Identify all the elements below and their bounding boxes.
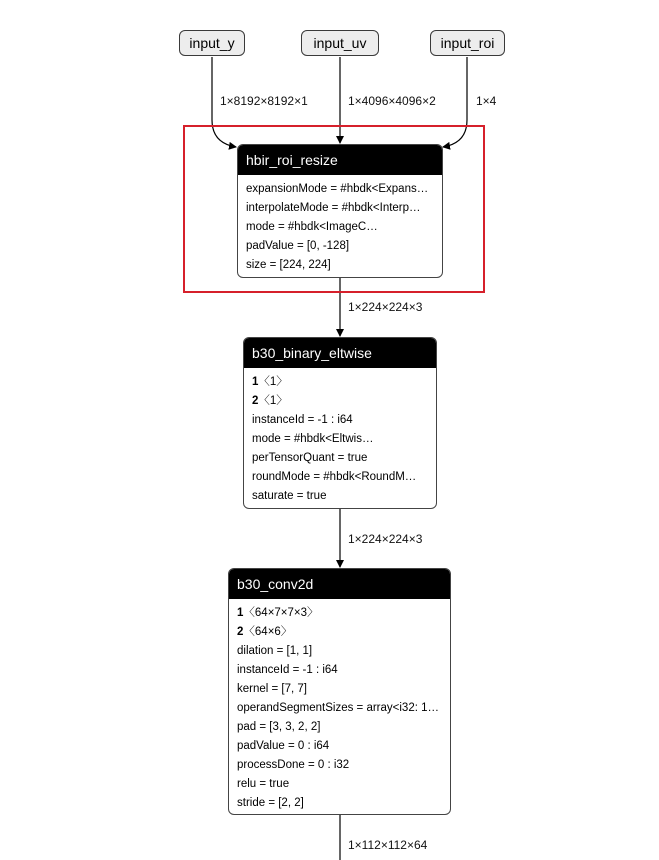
operand-shape: 〈1〉 — [258, 395, 288, 407]
node-attr: operandSegmentSizes = array<i32: 1… — [237, 702, 440, 714]
edge-label-conv-out: 1×112×112×64 — [348, 838, 428, 852]
input-node-uv[interactable] — [301, 30, 379, 56]
node-attr: dilation = [1, 1] — [237, 645, 313, 657]
input-node-roi[interactable] — [430, 30, 505, 56]
node-attr: saturate = true — [252, 490, 327, 502]
operand-index: 2 — [252, 395, 259, 407]
operand-index: 1 — [237, 607, 244, 619]
node-attr: stride = [2, 2] — [237, 797, 304, 809]
edge-label-input-y: 1×8192×8192×1 — [220, 94, 308, 108]
operand-shape: 〈1〉 — [258, 376, 288, 388]
node-operand — [252, 392, 428, 411]
node-attr: interpolateMode = #hbdk<Interp… — [246, 202, 421, 214]
node-operand — [252, 373, 428, 392]
node-operand — [237, 623, 442, 642]
node-attr: relu = true — [237, 778, 290, 790]
node-title: b30_binary_eltwise — [244, 338, 436, 368]
selection-highlight — [183, 125, 485, 293]
node-attr: padValue = [0, -128] — [246, 240, 350, 252]
node-b30-binary-eltwise[interactable] — [243, 337, 437, 509]
node-attr: size = [224, 224] — [246, 259, 331, 271]
node-attr: padValue = 0 : i64 — [237, 740, 330, 752]
input-node-label: input_uv — [313, 35, 367, 51]
node-attributes — [229, 599, 450, 813]
input-node-label: input_y — [189, 35, 235, 51]
node-title: b30_conv2d — [229, 569, 450, 599]
node-attr: mode = #hbdk<ImageC… — [246, 221, 378, 233]
node-title: hbir_roi_resize — [238, 145, 442, 175]
operand-index: 2 — [237, 626, 244, 638]
edge-label-input-roi: 1×4 — [476, 94, 497, 108]
node-b30-conv2d[interactable] — [228, 568, 451, 815]
node-attr: instanceId = -1 : i64 — [237, 664, 338, 676]
node-attr: instanceId = -1 : i64 — [252, 414, 353, 426]
node-attr: processDone = 0 : i32 — [237, 759, 350, 771]
edge-label-eltwise-out: 1×224×224×3 — [348, 532, 423, 546]
edge-label-roi-resize-out: 1×224×224×3 — [348, 300, 423, 314]
node-attr: perTensorQuant = true — [252, 452, 368, 464]
operand-shape: 〈64×7×7×3〉 — [243, 607, 319, 619]
node-attributes — [244, 368, 436, 506]
operand-index: 1 — [252, 376, 259, 388]
edge-label-input-uv: 1×4096×4096×2 — [348, 94, 436, 108]
node-attr: expansionMode = #hbdk<Expans… — [246, 183, 429, 195]
node-attr: pad = [3, 3, 2, 2] — [237, 721, 321, 733]
input-node-label: input_roi — [440, 35, 495, 51]
node-attr: kernel = [7, 7] — [237, 683, 307, 695]
input-node-y[interactable] — [179, 30, 245, 56]
node-attr: mode = #hbdk<Eltwis… — [252, 433, 374, 445]
node-attr: roundMode = #hbdk<RoundM… — [252, 471, 417, 483]
node-operand — [237, 604, 442, 623]
operand-shape: 〈64×6〉 — [243, 626, 293, 638]
